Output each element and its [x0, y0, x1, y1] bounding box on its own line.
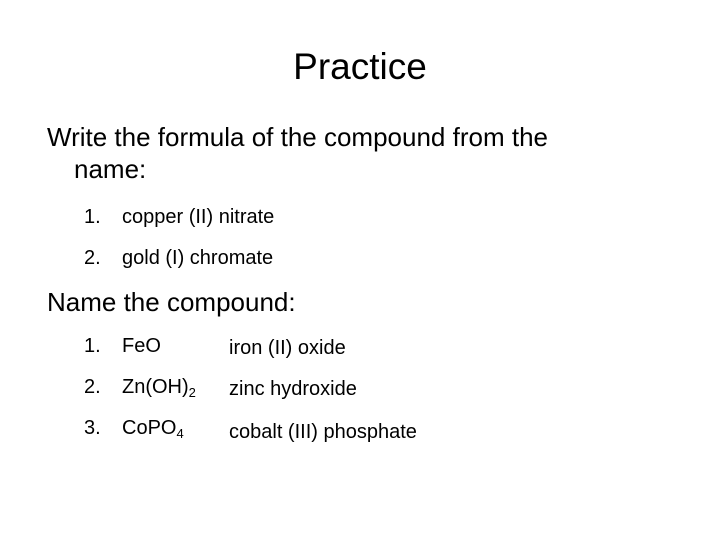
formula-subscript: 4 — [176, 426, 184, 441]
slide-title: Practice — [293, 46, 427, 87]
list-item — [84, 333, 161, 359]
compound-formula — [122, 417, 184, 439]
answer-text: iron (II) oxide — [229, 337, 346, 359]
answer-text: zinc hydroxide — [229, 378, 357, 400]
name-instruction: Name the compound: — [47, 287, 296, 317]
list-item — [84, 204, 274, 230]
compound-formula: FeO — [122, 335, 161, 357]
list-item — [84, 245, 273, 271]
compound-formula — [122, 376, 196, 398]
formula-main: CoPO — [122, 417, 177, 439]
list-number: 3. — [84, 417, 101, 439]
formula-instruction-line-1: Write the formula of the compound from the — [47, 122, 548, 152]
list-number: 2. — [84, 376, 101, 398]
formula-instruction-line-2: name: — [74, 154, 147, 184]
list-number: 1. — [84, 206, 101, 228]
list-item — [84, 374, 196, 400]
list-number: 1. — [84, 335, 101, 357]
formula-instruction — [47, 121, 548, 185]
formula-subscript: 2 — [188, 385, 196, 400]
list-number: 2. — [84, 247, 101, 269]
list-item — [84, 415, 184, 441]
compound-name: gold (I) chromate — [122, 247, 274, 269]
compound-name: copper (II) nitrate — [122, 206, 275, 228]
formula-main: Zn(OH) — [122, 376, 189, 398]
answer-text: cobalt (III) phosphate — [229, 421, 417, 443]
